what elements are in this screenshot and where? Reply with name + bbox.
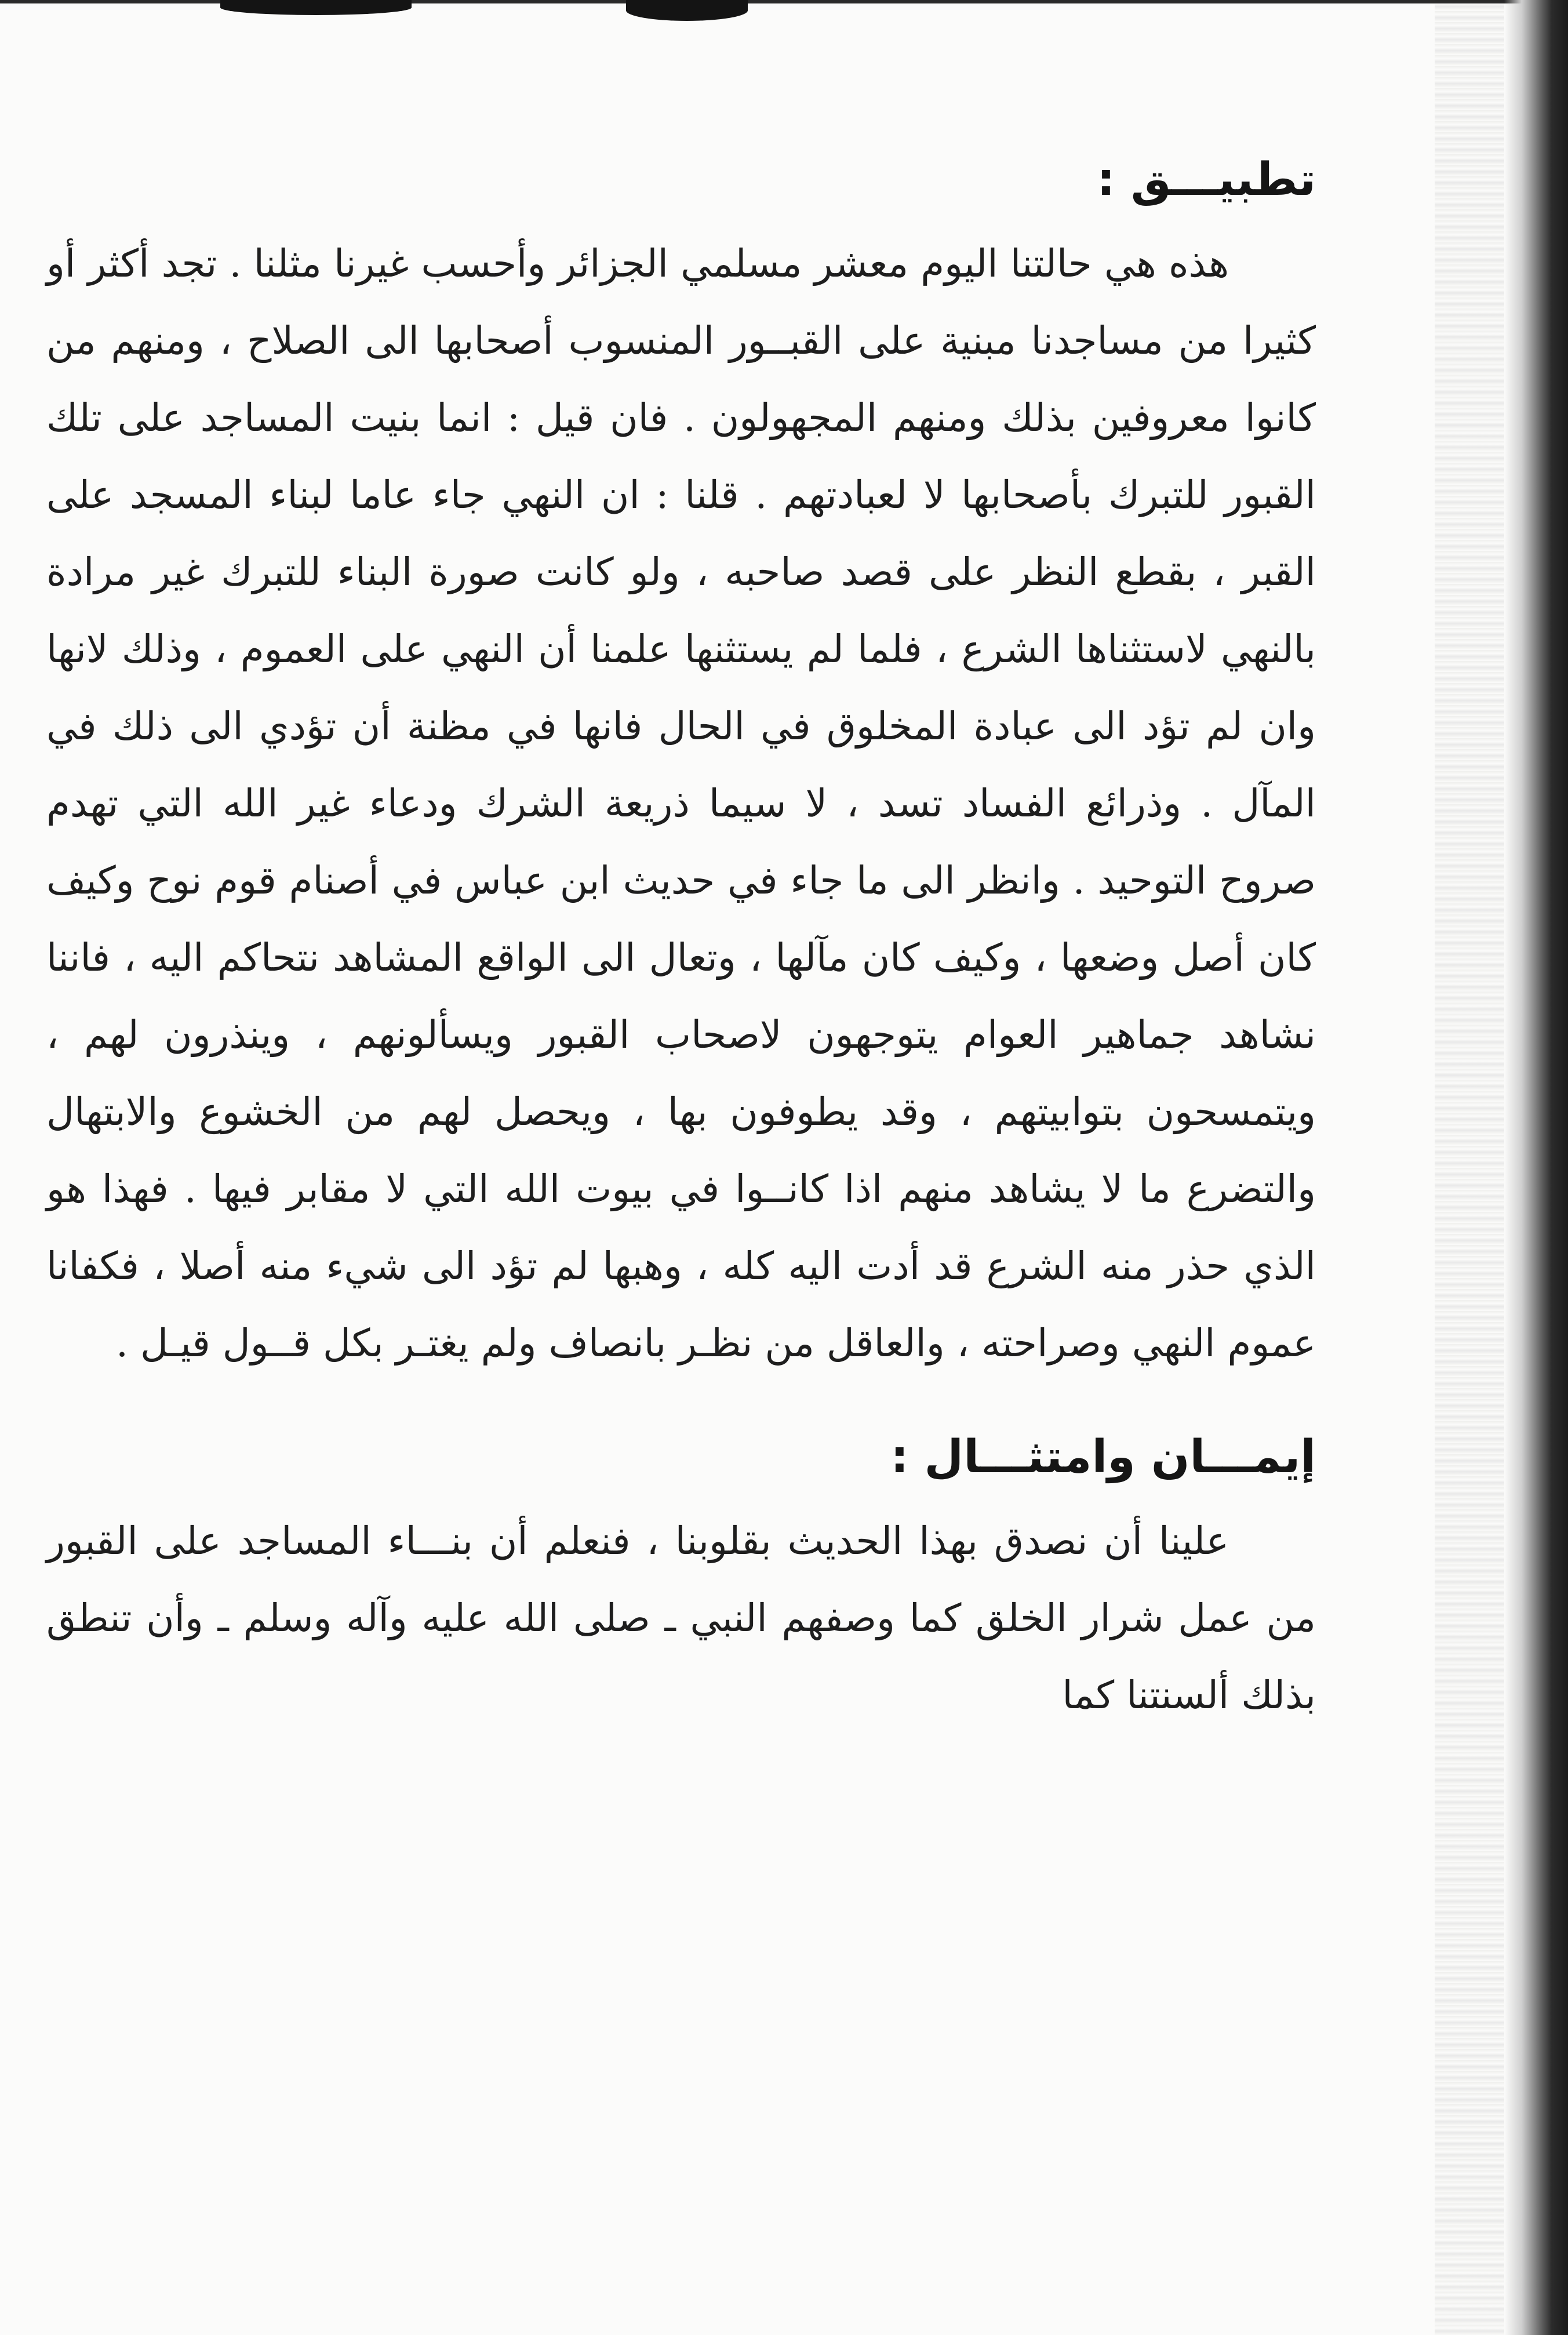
scan-artifact (220, 0, 412, 15)
page-edge-noise (1435, 0, 1504, 2335)
page-edge-shadow (1504, 0, 1568, 2335)
body-paragraph-faith-compliance: علينا أن نصدق بهذا الحديث بقلوبنا ، فنعلم أن بنـــاء المساجد على القبور من عمل شرار الخلق كما وصفهم النبي ـ صلى الله عليه وآله وسلم ـ وأن تنطق بذلك ألسنتنا كما (46, 1519, 1316, 1717)
body-paragraph-application: هذه هي حالتنا اليوم معشر مسلمي الجزائر وأحسب غيرنا مثلنا . تجد أكثر أو كثيرا من مساجدنا مبنية على القبــور المنسوب أصحابها الى الصلاح ، ومنهم من كانوا معروفين بذلك ومنهم المجهولون . فان قيل : انما بنيت المساجد على تلك القبور للتبرك بأصحابها لا لعبادتهم . قلنا : ان النهي جاء عاما لبناء المسجد على القبر ، بقطع النظر على قصد صاحبه ، ولو كانت صورة البناء للتبرك غير مرادة بالنهي لاستثناها الشرع ، فلما لم يستثنها علمنا أن النهي على العموم ، وذلك لانها وان لم تؤد الى عبادة المخلوق في الحال فانها في مظنة أن تؤدي الى ذلك في المآل . وذرائع الفساد تسد ، لا سيما ذريعة الشرك ودعاء غير الله التي تهدم صروح التوحيد . وانظر الى ما جاء في حديث ابن عباس في أصنام قوم نوح وكيف كان أصل وضعها ، وكيف كان مآلها ، وتعال الى الواقع المشاهد نتحاكم اليه ، فاننا نشاهد جماهير العوام يتوجهون لاصحاب القبور ويسألونهم ، وينذرون لهم ، ويتمسحون بتوابيتهم ، وقد يطوفون بها ، ويحصل لهم من الخشوع والابتهال والتضرع ما لا يشاهد منهم اذا كانــوا في بيوت الله التي لا مقابر فيها . فهذا هو الذي حذر منه الشرع قد أدت اليه كله ، وهبها لم تؤد الى شيء منه أصلا ، فكفانا عموم النهي وصراحته ، والعاقل من نظـر بانصاف ولم يغتـر بكل قــول قيـل . (46, 241, 1316, 1366)
scan-artifact (626, 0, 748, 21)
page-body (46, 145, 1316, 1734)
section-heading-application: تطبيـــق : (1097, 154, 1316, 206)
section-heading-faith-compliance: إيمـــان وامتثـــال : (890, 1431, 1316, 1483)
